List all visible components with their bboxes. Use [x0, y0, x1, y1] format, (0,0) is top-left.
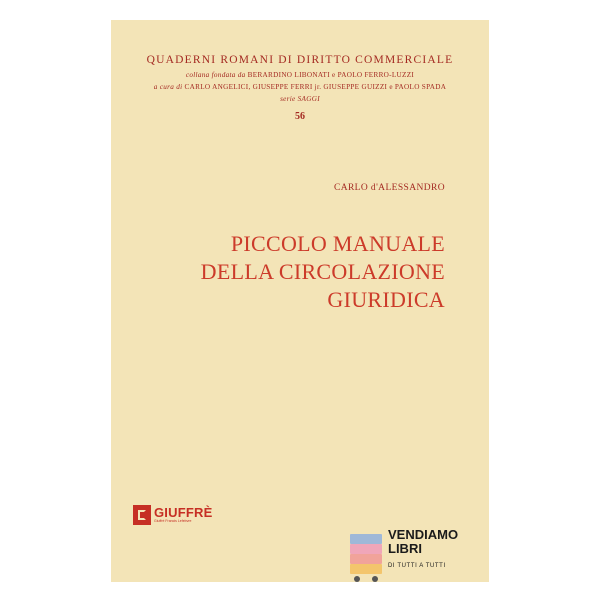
- book-title: [145, 230, 445, 314]
- author-name: CARLO d'ALESSANDRO: [333, 183, 445, 193]
- series-type: serie SAGGI: [280, 95, 320, 103]
- publisher-mark-icon: [133, 505, 151, 525]
- edited-prefix: a cura di: [153, 83, 183, 91]
- watermark-line3: DI TUTTI A TUTTI: [388, 563, 446, 569]
- watermark-line1: VENDIAMO: [388, 527, 459, 542]
- publisher-name: GIUFFRÈ: [154, 505, 213, 520]
- series-editors: [111, 83, 489, 91]
- series-title: QUADERNI ROMANI DI DIRITTO COMMERCIALE: [146, 54, 454, 66]
- series-number: 56: [295, 111, 305, 122]
- publisher-logo: [133, 505, 212, 525]
- title-line: PICCOLO MANUALE: [230, 231, 445, 256]
- founded-names: BERARDINO LIBONATI e PAOLO FERRO-LUZZI: [247, 71, 415, 79]
- book-cart-icon: [348, 526, 384, 582]
- watermark-line2: LIBRI: [388, 541, 422, 556]
- title-line: DELLA CIRCOLAZIONE: [200, 259, 445, 284]
- founded-prefix: collana fondata da: [185, 71, 246, 79]
- edited-names: CARLO ANGELICI, GIUSEPPE FERRI jr. GIUSEPPE GUIZZI e PAOLO SPADA: [184, 83, 447, 91]
- series-founders: [111, 71, 489, 79]
- publisher-tagline: Giuffrè Francis Lefebvre: [154, 519, 192, 523]
- vendiamo-libri-watermark: [348, 526, 478, 586]
- book-cover: [111, 20, 489, 582]
- title-line: GIURIDICA: [327, 287, 445, 312]
